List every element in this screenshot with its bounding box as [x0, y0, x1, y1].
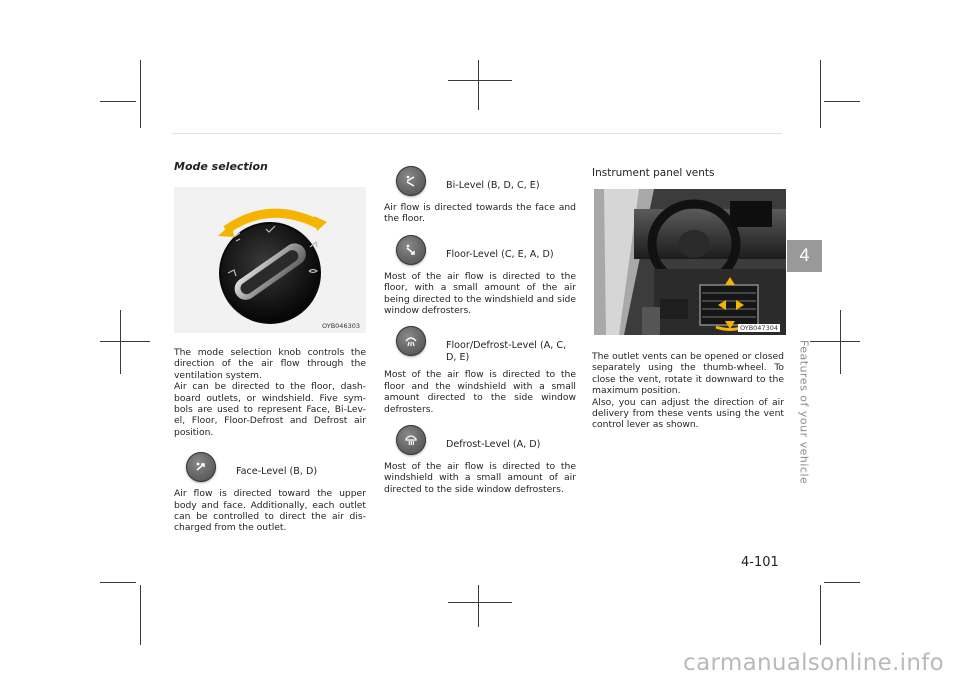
chapter-title: Features of your vehicle [797, 340, 811, 485]
mode-floor-defrost [384, 326, 576, 363]
page-number: 4-101 [741, 555, 779, 570]
crop-mark [140, 60, 141, 128]
figure-code: OYB047304 [739, 324, 778, 332]
floor-level-icon [396, 235, 426, 265]
face-level-label: Face-Level (B, D) [236, 466, 318, 478]
crop-mark [448, 602, 512, 603]
crop-mark [100, 341, 150, 342]
mode-defrost [384, 425, 576, 455]
instrument-vents-paragraph: The outlet vents can be opened or closed separately using the thumb-wheel. To close the vent, rotate it downward to the maximum position. Also, you can adjust the direction of air delivery from these vents using the vent control lever as shown. [592, 351, 784, 431]
floor-defrost-description: Most of the air flow is directed to the floor and the windshield with a small amount directed to the side window defrosters. [384, 369, 576, 415]
column-right [592, 167, 784, 431]
section-heading-mode-selection: Mode selection [174, 160, 268, 173]
chapter-tab: 4 [787, 240, 822, 272]
column-middle [384, 166, 576, 495]
mode-face-level [174, 452, 366, 482]
crop-mark [840, 310, 841, 374]
dashboard-illustration [594, 189, 786, 335]
crop-mark [100, 582, 136, 583]
floor-level-label: Floor-Level (C, E, A, D) [446, 248, 554, 260]
mode-floor-level [384, 235, 576, 265]
crop-mark [448, 80, 512, 81]
bi-level-description: Air flow is directed towards the face and the floor. [384, 202, 576, 225]
column-left [174, 160, 366, 534]
instrument-vents-figure [594, 189, 786, 335]
figure-code: OYB046303 [321, 322, 360, 330]
face-level-icon [186, 452, 216, 482]
floor-defrost-label: Floor/Defrost-Level (A, C, D, E) [446, 340, 567, 363]
floor-defrost-icon [396, 326, 426, 356]
watermark: carmanualsonline.info [683, 650, 944, 676]
section-heading-instrument-vents: Instrument panel vents [592, 167, 715, 179]
mode-selection-paragraph: The mode selection knob controls the direction of the air flow through the ventilation system. Air can be directed to the floor, dash-board outlets, or windshield. Five sym-bols are used to represent Face, Bi-Lev-el, Floor, Floor-Defrost and Defrost air position. [174, 347, 366, 438]
crop-mark [100, 101, 136, 102]
crop-mark [824, 582, 860, 583]
crop-mark [810, 341, 860, 342]
crop-mark [820, 60, 821, 128]
crop-mark [140, 585, 141, 645]
crop-mark [824, 101, 860, 102]
face-level-description: Air flow is directed toward the upper body and face. Additionally, each outlet can be controlled to direct the air dis-charged from the outlet. [174, 488, 366, 534]
mode-knob-illustration [174, 187, 366, 333]
defrost-icon [396, 425, 426, 455]
crop-mark [820, 585, 821, 645]
mode-bi-level [384, 166, 576, 196]
bi-level-label: Bi-Level (B, D, C, E) [446, 180, 540, 191]
crop-mark [478, 585, 479, 627]
defrost-description: Most of the air flow is directed to the windshield with a small amount of air directed to the side window defrosters. [384, 461, 576, 495]
crop-mark [478, 60, 479, 110]
defrost-label: Defrost-Level (A, D) [446, 439, 541, 451]
mode-knob-figure [174, 187, 366, 333]
crop-mark [120, 310, 121, 374]
floor-level-description: Most of the air flow is directed to the floor, with a small amount of the air being directed to the windshield and side window defrosters. [384, 270, 576, 317]
bi-level-icon [396, 166, 426, 196]
header-rule [172, 133, 782, 134]
